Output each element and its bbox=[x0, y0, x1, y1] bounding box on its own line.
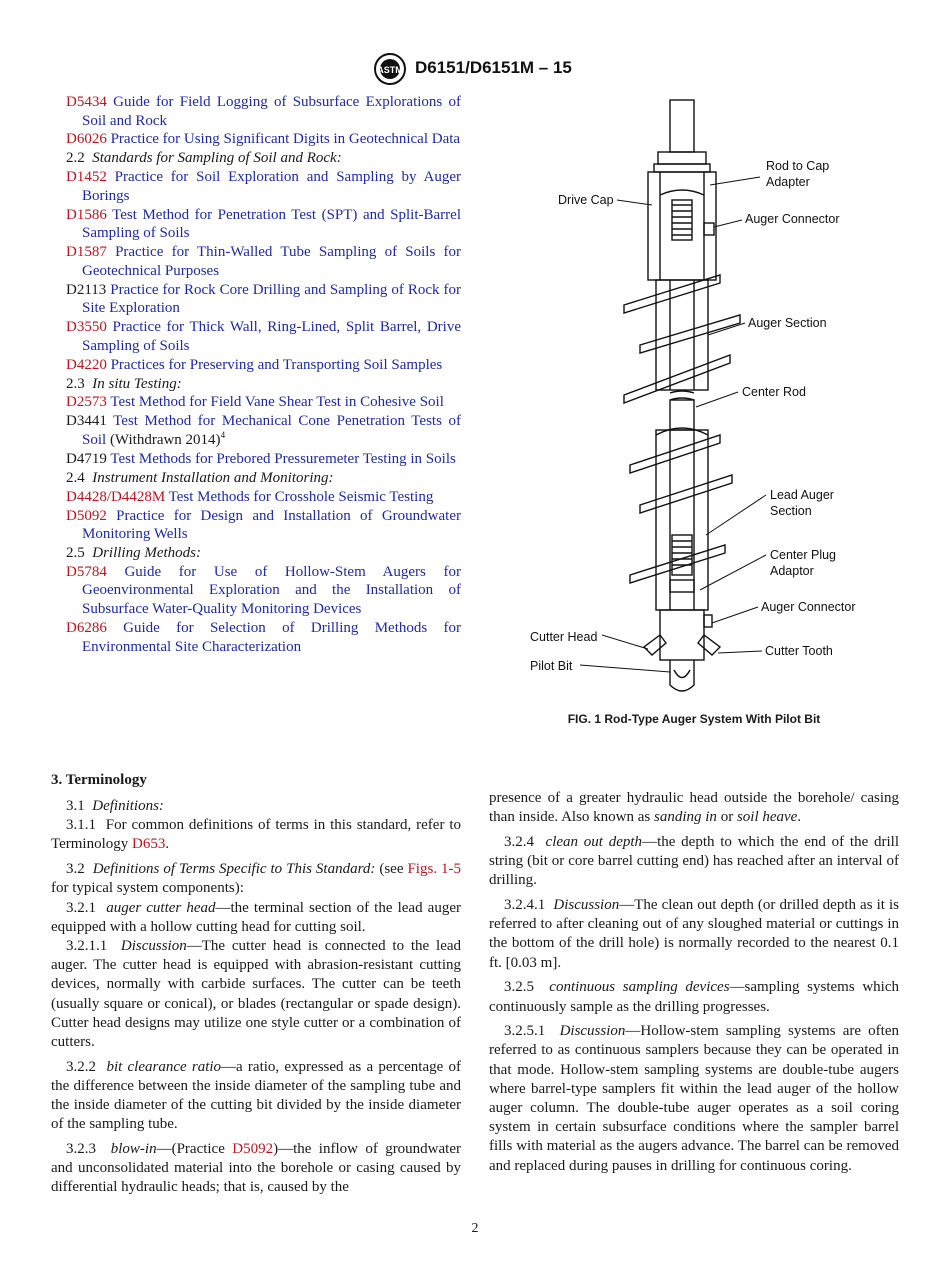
para-3-2-5-1: 3.2.5.1 Discussion—Hollow-stem sampling systems are often referred to as continuous samplers because they can be operated in that mode. Hollow-stem sampling systems are double-tube augers where barrel-type samplers fit within the lead auger of the hollow auger column. The double-tube auger operates as a soil coring system in certain subsurface conditions where the sampler barrel fills with material as the augers advance. The barrel can be removed and replaced during pauses in drilling for continuous coring. bbox=[489, 1023, 899, 1174]
para-3-2-4: 3.2.4 clean out depth—the depth to which the end of the drill string (bit or core barrel cutting end) has reached after an interval of drilling. bbox=[489, 833, 899, 889]
auger-system-figure bbox=[520, 95, 900, 715]
para-3-2-1-1: 3.2.1.1 Discussion—The cutter head is connected to the lead auger. The cutter head is equipped with abrasion-resistant cutting devices, normally with carbide surfaces. The cutter can be teeth (usually square or conical), or blades (rectangular or spade design). Cutter head designs may utilize one style cutter or a combination of cutters. bbox=[51, 937, 462, 1050]
label-cutter-head: Cutter Head bbox=[530, 630, 598, 644]
label-drive-cap: Drive Cap bbox=[558, 193, 614, 207]
reference-title-link[interactable]: Practice for Rock Core Drilling and Sampling of Rock for Site Exploration bbox=[82, 281, 462, 317]
figure-caption: FIG. 1 Rod-Type Auger System With Pilot Bit bbox=[567, 712, 821, 726]
reference-code-link[interactable]: D2573 bbox=[66, 394, 107, 411]
reference-code-link[interactable]: D6026 bbox=[66, 131, 107, 148]
para-3-2-2: 3.2.2 bit clearance ratio—a ratio, expressed as a percentage of the difference between the inside diameter of the sampling tube and the inside diameter of the cutting bit divided by the inside diameter of the sampling tube. bbox=[51, 1058, 462, 1133]
reference-code-link[interactable]: D5092 bbox=[66, 507, 107, 524]
reference-item bbox=[51, 393, 461, 412]
terminology-right-column bbox=[489, 789, 899, 1181]
label-lead-auger-2: Section bbox=[770, 504, 812, 518]
terminology-left-column bbox=[51, 797, 461, 1203]
reference-title-link[interactable]: Guide for Field Logging of Subsurface Explorations of Soil and Rock bbox=[82, 94, 462, 129]
references-list bbox=[51, 93, 461, 656]
para-3-2-3: 3.2.3 blow-in—(Practice D5092)—the inflow of groundwater and unconsolidated material into the borehole or casing caused by differential hydraulic heads; that is, caused by the bbox=[51, 1140, 461, 1196]
label-lead-auger: Lead Auger bbox=[770, 488, 834, 502]
label-center-plug: Center Plug bbox=[770, 548, 837, 562]
reference-item bbox=[51, 507, 461, 544]
para-3-2: 3.2 Definitions of Terms Specific to This Standard: (see Figs. 1-5 for typical system components): bbox=[51, 861, 462, 897]
reference-item bbox=[51, 243, 461, 280]
reference-item bbox=[51, 412, 461, 449]
reference-title-link[interactable]: Guide for Use of Hollow-Stem Augers for Geoenvironmental Exploration and the Installation of Subsurface Water-Quality Monitoring Devices bbox=[82, 563, 461, 618]
label-rod-to-cap-2: Adapter bbox=[766, 175, 810, 189]
para-3-2-3-cont: presence of a greater hydraulic head outside the borehole/ casing than inside. Also known as sanding in or soil heave. bbox=[489, 790, 899, 826]
reference-item bbox=[51, 130, 461, 149]
reference-code-link[interactable]: D1452 bbox=[66, 169, 107, 186]
reference-item bbox=[51, 318, 461, 355]
reference-code-link[interactable]: D1586 bbox=[66, 206, 107, 223]
reference-title-link[interactable]: Test Methods for Prebored Pressuremeter Testing in Soils bbox=[110, 450, 456, 467]
para-3-2-5: 3.2.5 continuous sampling devices—sampling systems which continuously sample as the drilling progresses. bbox=[489, 979, 899, 1015]
reference-title-link[interactable]: Test Method for Mechanical Cone Penetration Tests of Soil bbox=[82, 413, 461, 448]
para-3-1-1: 3.1.1 For common definitions of terms in this standard, refer to Terminology D653. bbox=[51, 817, 462, 853]
reference-code-link[interactable]: D3550 bbox=[66, 319, 107, 336]
reference-title-link[interactable]: Test Method for Penetration Test (SPT) and Split-Barrel Sampling of Soils bbox=[82, 206, 461, 242]
label-pilot-bit: Pilot Bit bbox=[530, 659, 573, 673]
reference-code: D3441 bbox=[66, 413, 107, 430]
reference-code-link[interactable]: D5434 bbox=[66, 94, 107, 110]
reference-title-link[interactable]: Practice for Thin-Walled Tube Sampling of Soils for Geotechnical Purposes bbox=[82, 244, 462, 279]
reference-item bbox=[51, 206, 461, 243]
page-number: 2 bbox=[471, 1221, 479, 1236]
reference-item bbox=[51, 563, 461, 619]
reference-title-link[interactable]: Practice for Thick Wall, Ring-Lined, Split Barrel, Drive Sampling of Soils bbox=[82, 319, 461, 354]
section-heading: 3. Terminology bbox=[51, 772, 147, 788]
label-cutter-tooth: Cutter Tooth bbox=[765, 644, 833, 658]
reference-title-link[interactable]: Practice for Design and Installation of Groundwater Monitoring Wells bbox=[82, 507, 461, 543]
withdrawn-note: (Withdrawn 2014) bbox=[109, 431, 221, 448]
d5092-link[interactable]: D5092 bbox=[232, 1140, 274, 1157]
figure-labels bbox=[530, 159, 856, 673]
reference-title-link[interactable]: Practice for Using Significant Digits in Geotechnical Data bbox=[110, 131, 461, 148]
label-center-plug-2: Adaptor bbox=[770, 564, 814, 578]
reference-item bbox=[51, 450, 461, 469]
reference-item bbox=[51, 356, 461, 375]
d653-link[interactable]: D653 bbox=[132, 836, 166, 853]
leader-lines bbox=[580, 177, 766, 672]
reference-code-link[interactable]: D4428/D4428M bbox=[66, 488, 166, 505]
astm-logo-icon bbox=[372, 52, 408, 86]
para-3-1: 3.1 Definitions: bbox=[66, 798, 164, 814]
reference-item bbox=[51, 619, 461, 656]
subsection-2-5: 2.5 Drilling Methods: bbox=[66, 545, 201, 561]
reference-title-link[interactable]: Test Method for Field Vane Shear Test in Cohesive Soil bbox=[110, 394, 444, 411]
figs-link[interactable]: Figs. 1-5 bbox=[407, 861, 462, 878]
label-auger-connector-bottom: Auger Connector bbox=[761, 600, 856, 614]
auger-drawing bbox=[624, 100, 740, 691]
reference-item bbox=[51, 168, 461, 205]
subsection-2-4: 2.4 Instrument Installation and Monitoring: bbox=[66, 469, 334, 486]
para-3-2-4-1: 3.2.4.1 Discussion—The clean out depth (or drilled depth as it is referred to after cleaning out of any sloughed material or cuttings in the bottom of the drill hole) is normally recorded to the nearest 0.1 ft. [0.03 m]. bbox=[489, 897, 900, 971]
label-center-rod: Center Rod bbox=[742, 385, 806, 399]
reference-title-link[interactable]: Guide for Selection of Drilling Methods for Environmental Site Characterization bbox=[82, 619, 462, 655]
reference-code-link[interactable]: D4220 bbox=[66, 356, 107, 373]
reference-title-link[interactable]: Test Methods for Crosshole Seismic Testing bbox=[168, 488, 434, 505]
reference-code: D4719 bbox=[66, 450, 107, 467]
reference-item bbox=[51, 488, 461, 507]
label-auger-connector-top: Auger Connector bbox=[745, 212, 840, 226]
footnote-marker: 4 bbox=[220, 429, 226, 440]
label-auger-section: Auger Section bbox=[748, 316, 827, 330]
reference-code-link[interactable]: D5784 bbox=[66, 563, 107, 580]
reference-title-link[interactable]: Practices for Preserving and Transporting Soil Samples bbox=[110, 356, 443, 373]
reference-code-link[interactable]: D1587 bbox=[66, 244, 107, 261]
subsection-2-2: 2.2 Standards for Sampling of Soil and Rock: bbox=[66, 150, 342, 167]
reference-code: D2113 bbox=[66, 281, 107, 298]
standard-designation: D6151/D6151M – 15 bbox=[415, 58, 572, 77]
label-rod-to-cap: Rod to Cap bbox=[766, 159, 830, 173]
svg-text:ASTM: ASTM bbox=[377, 65, 403, 75]
subsection-2-3: 2.3 In situ Testing: bbox=[66, 375, 182, 392]
reference-item bbox=[51, 93, 461, 130]
reference-title-link[interactable]: Practice for Soil Exploration and Sampling by Auger Borings bbox=[82, 169, 462, 204]
reference-code-link[interactable]: D6286 bbox=[66, 619, 107, 636]
page-header bbox=[0, 52, 950, 88]
para-3-2-1: 3.2.1 auger cutter head—the terminal section of the lead auger equipped with a hollow cutting head for cutting soil. bbox=[51, 899, 461, 935]
reference-item bbox=[51, 281, 461, 318]
